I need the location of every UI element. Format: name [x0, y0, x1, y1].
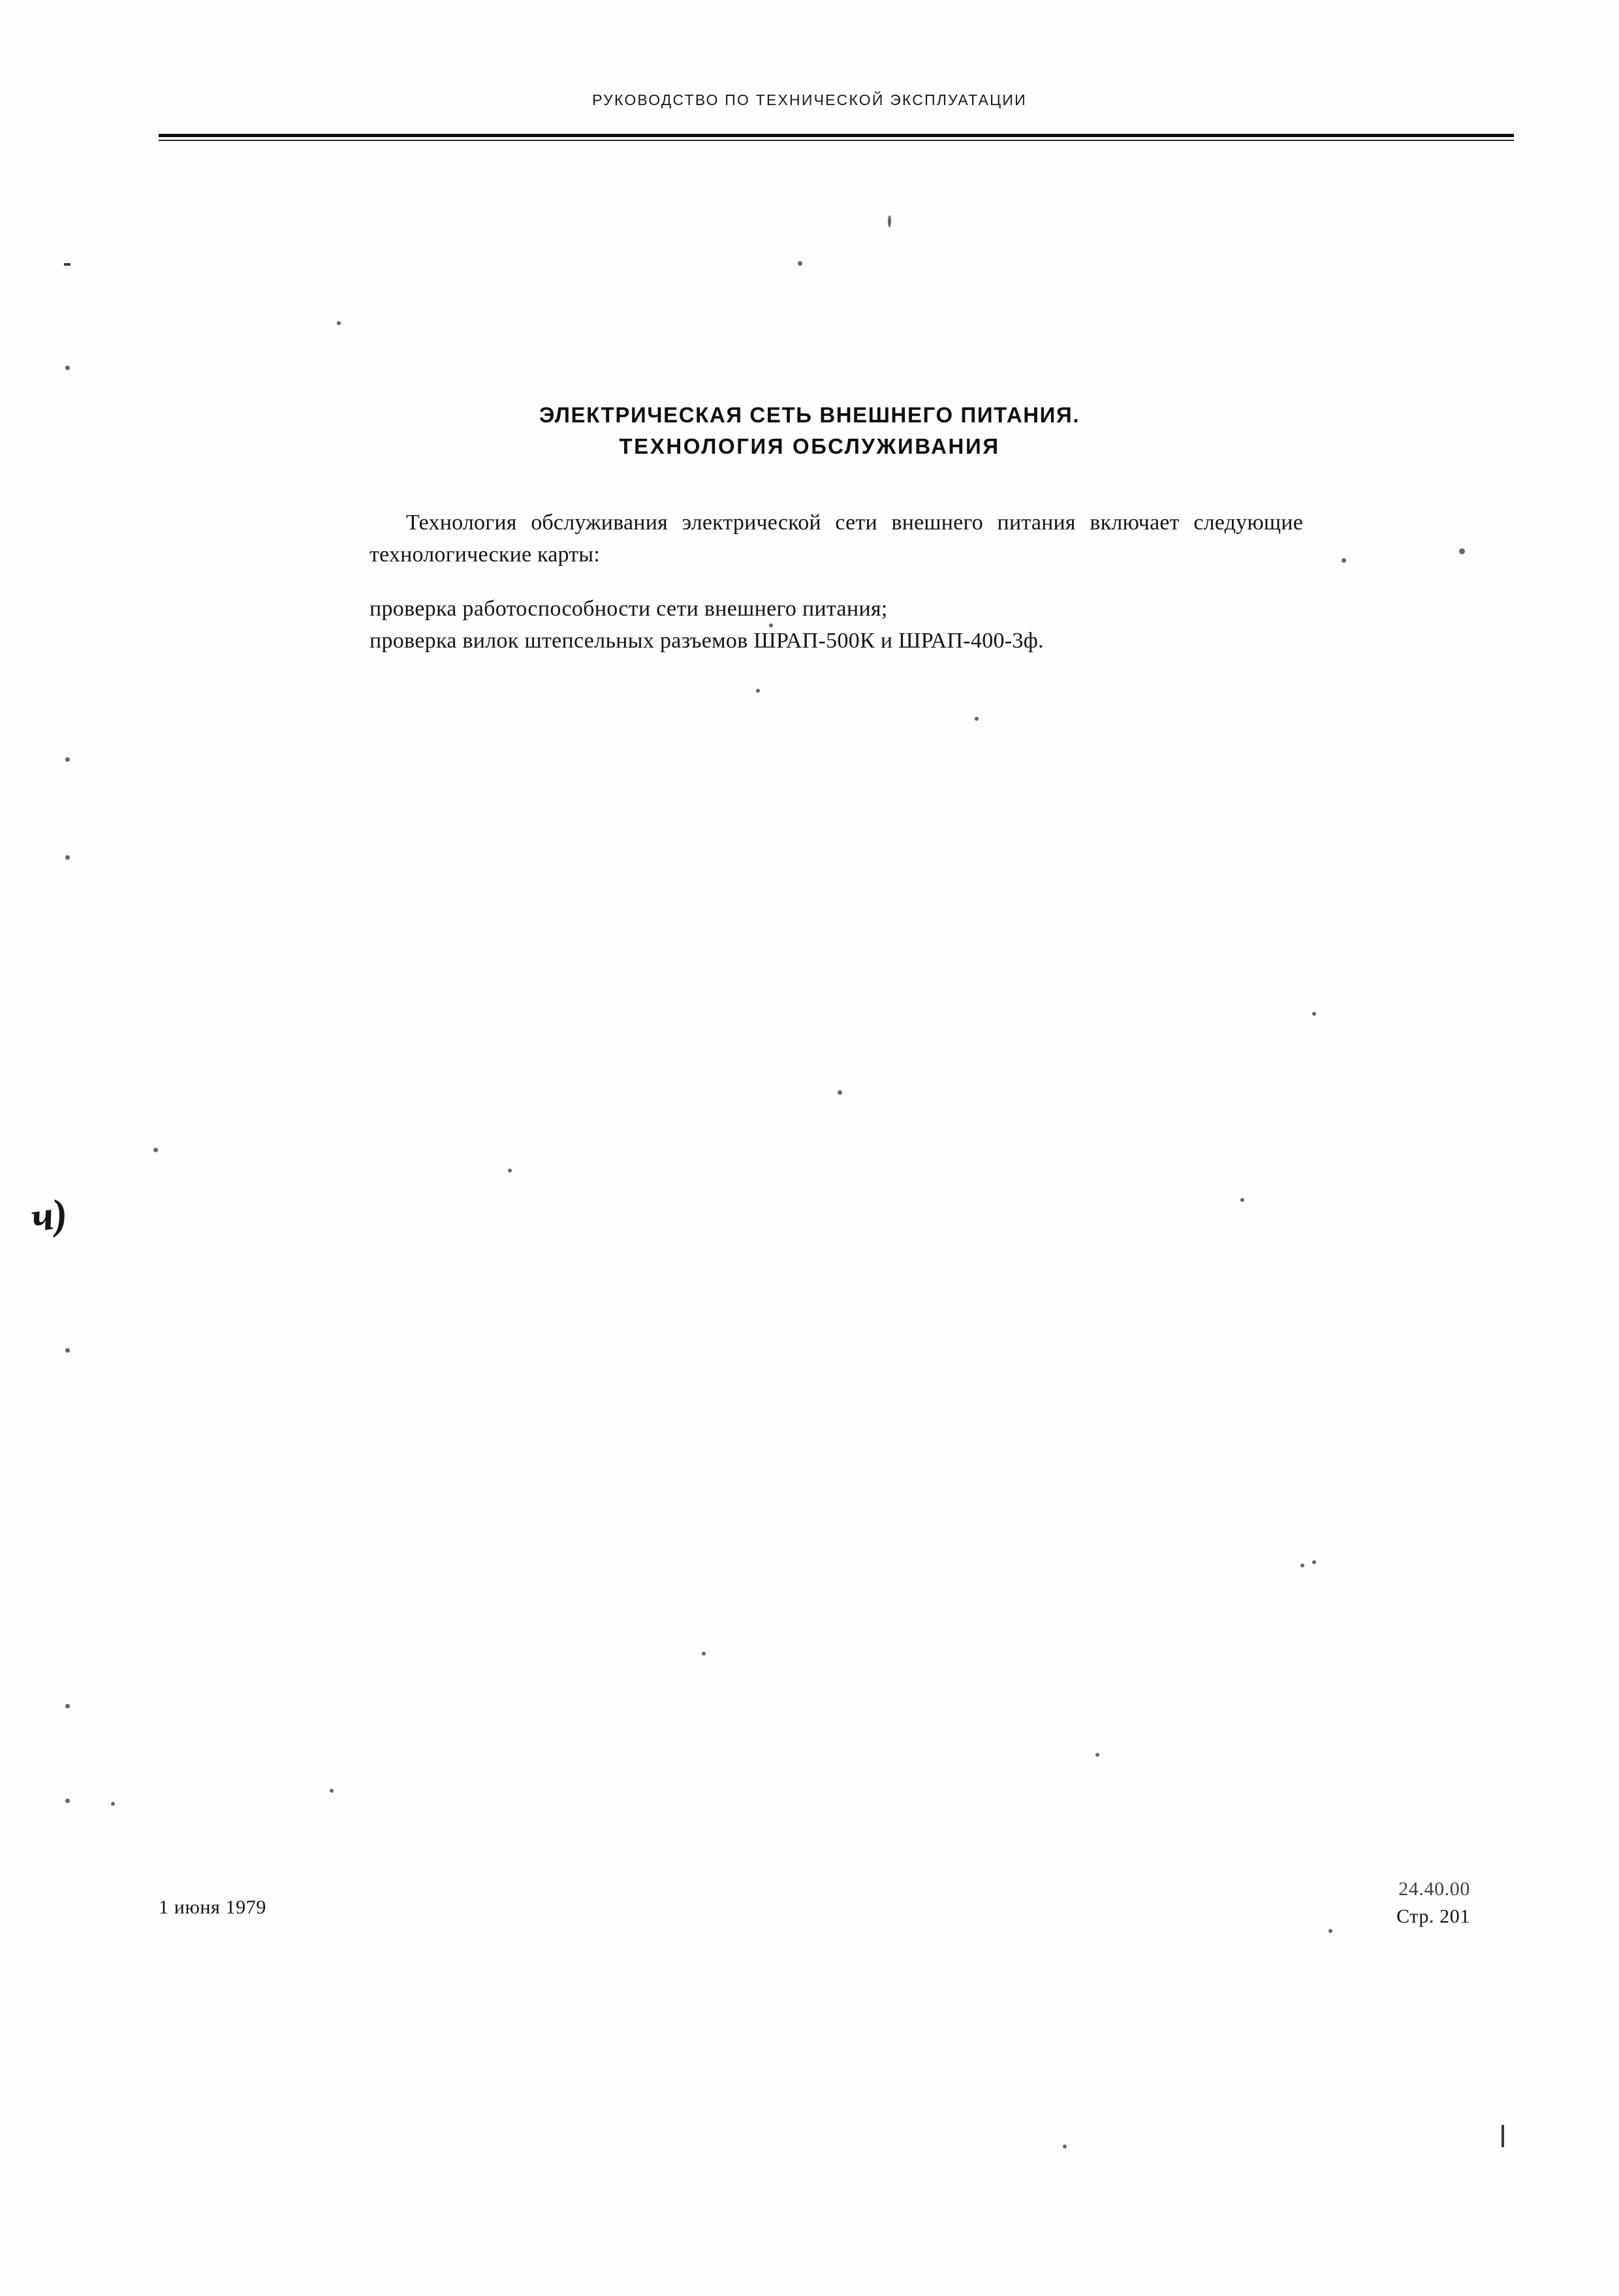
scan-speck	[111, 1802, 115, 1806]
scan-speck	[798, 261, 802, 266]
scan-speck	[153, 1148, 158, 1152]
scan-speck	[65, 1348, 70, 1353]
footer-doc-code: 24.40.00	[1398, 1878, 1470, 1900]
running-header: РУКОВОДСТВО ПО ТЕХНИЧЕСКОЙ ЭКСПЛУАТАЦИИ	[592, 91, 1027, 108]
page-title-line-1: ЭЛЕКТРИЧЕСКАЯ СЕТЬ ВНЕШНЕГО ПИТАНИЯ.	[539, 403, 1080, 427]
scan-speck	[1459, 548, 1465, 554]
list-item: проверка вилок штепсельных разъемов ШРАП-500К и ШРАП-400-3ф.	[369, 629, 1044, 653]
footer-reference	[1396, 1876, 1470, 1930]
scan-speck	[508, 1169, 512, 1172]
handwritten-annotation: ч)	[28, 1189, 71, 1241]
scan-speck	[65, 1799, 70, 1803]
scan-speck	[1300, 1564, 1304, 1567]
header-rule-thick	[159, 134, 1514, 137]
list-item: проверка работоспособности сети внешнего питания;	[369, 597, 888, 621]
page-title-line-2: ТЕХНОЛОГИЯ ОБСЛУЖИВАНИЯ	[619, 434, 1000, 458]
scan-speck	[769, 623, 773, 627]
scan-speck	[1312, 1012, 1316, 1016]
scan-speck	[337, 321, 341, 325]
body-text	[369, 484, 1303, 657]
scan-speck	[1063, 2145, 1067, 2148]
scan-speck	[1312, 1560, 1316, 1564]
scan-speck	[65, 366, 70, 370]
scan-speck	[975, 717, 979, 721]
scan-speck	[702, 1652, 706, 1656]
scan-speck	[888, 215, 891, 227]
scan-edge-tick	[1501, 2125, 1504, 2147]
scan-speck	[838, 1090, 842, 1095]
scan-speck	[65, 855, 70, 860]
scan-edge-tick	[64, 263, 71, 266]
page-title	[0, 400, 1619, 462]
scan-speck	[330, 1789, 334, 1793]
intro-paragraph: Технология обслуживания электрической сети внешнего питания включает следующие технологические карты:	[369, 511, 1303, 567]
scan-speck	[1328, 1929, 1332, 1933]
header-rule-thin	[159, 140, 1514, 141]
footer-page-number: Стр. 201	[1396, 1906, 1470, 1927]
scan-speck	[65, 1704, 70, 1708]
scan-speck	[1095, 1753, 1099, 1757]
scan-speck	[1240, 1198, 1244, 1202]
scan-speck	[65, 757, 70, 762]
scan-speck	[756, 689, 760, 693]
footer-date: 1 июня 1979	[159, 1896, 266, 1918]
scan-speck	[1342, 558, 1346, 563]
